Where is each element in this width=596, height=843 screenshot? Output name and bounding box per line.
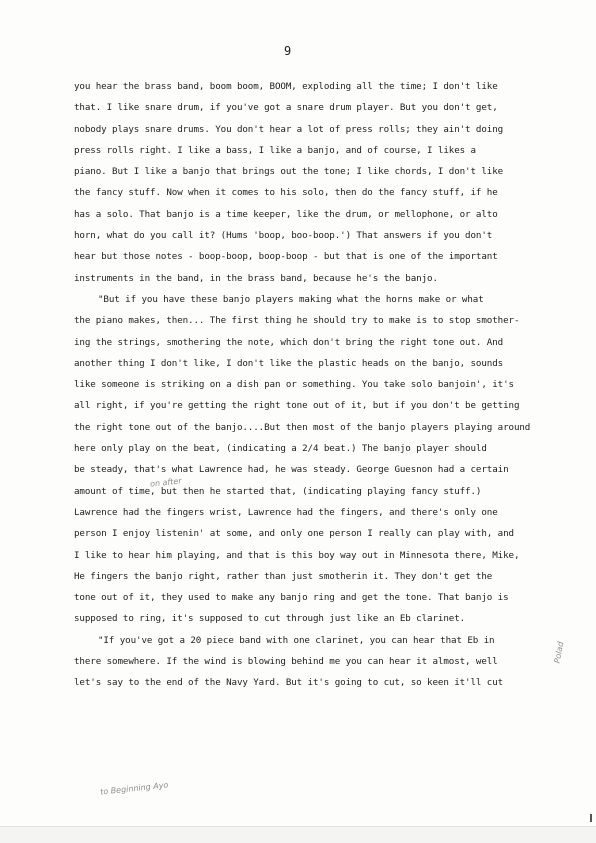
transcript-body (74, 76, 574, 694)
text-line: horn, what do you call it? (Hums 'boop, boo-boop.') That answers if you don't (74, 230, 493, 242)
text-line: be steady, that's what Lawrence had, he was steady. George Guesnon had a certain (74, 464, 509, 476)
text-line: He fingers the banjo right, rather than just smotherin it. They don't get the (74, 570, 493, 582)
handwritten-annotation: to Beginning Ayo (99, 780, 169, 797)
text-line: here only play on the beat, (indicating a 2/4 beat.) The banjo player should (74, 443, 487, 455)
text-line: the right tone out of the banjo....But then most of the banjo players playing around (74, 421, 531, 433)
text-line: let's say to the end of the Navy Yard. But it's going to cut, so keen it'll cut (74, 677, 504, 689)
text-line: the fancy stuff. Now when it comes to his solo, then do the fancy stuff, if he (74, 187, 498, 199)
text-line: another thing I don't like, I don't like the plastic heads on the banjo, sounds (74, 357, 504, 369)
text-line: that. I like snare drum, if you've got a snare drum player. But you don't get, (74, 102, 498, 114)
text-line: instruments in the band, in the brass band, because he's the banjo. (74, 272, 438, 284)
handwritten-annotation: Polad (552, 640, 566, 665)
page-number: 9 (284, 44, 292, 58)
paragraph-first-line: "If you've got a 20 piece band with one clarinet, you can hear that Eb in (98, 634, 495, 646)
text-line: you hear the brass band, boom boom, BOOM, exploding all the time; I don't like (74, 81, 498, 92)
text-line: I like to hear him playing, and that is this boy way out in Minnesota there, Mike, (74, 549, 520, 561)
scan-border (0, 826, 596, 843)
handwritten-annotation: on after (149, 476, 182, 489)
text-line: all right, if you're getting the right tone out of it, but if you don't be getting (74, 400, 520, 412)
text-line: Lawrence had the fingers wrist, Lawrence had the fingers, and there's only one (74, 506, 498, 518)
text-line: hear but those notes - boop-boop, boop-boop - but that is one of the important (74, 251, 498, 263)
text-line: piano. But I like a banjo that brings out the tone; I like chords, I don't like (74, 166, 504, 178)
text-line: nobody plays snare drums. You don't hear a lot of press rolls; they ain't doing (74, 123, 504, 135)
text-line: like someone is striking on a dish pan or something. You take solo banjoin', it's (74, 379, 514, 391)
text-line: ing the strings, smothering the note, which don't bring the right tone out. And (74, 336, 504, 348)
text-line: press rolls right. I like a bass, I like a banjo, and of course, I likes a (74, 144, 476, 156)
text-line: tone out of it, they used to make any banjo ring and get the tone. That banjo is (74, 592, 509, 604)
text-line: there somewhere. If the wind is blowing behind me you can hear it almost, well (74, 656, 498, 668)
text-line: has a solo. That banjo is a time keeper, like the drum, or mellophone, or alto (74, 208, 498, 220)
text-line: amount of time, but then he started that, (indicating playing fancy stuff.) (74, 485, 482, 497)
text-line: supposed to ring, it's supposed to cut through just like an Eb clarinet. (74, 613, 466, 625)
text-line: the piano makes, then... The first thing he should try to make is to stop smother- (74, 315, 520, 327)
paragraph-first-line: "But if you have these banjo players making what the horns make or what (98, 293, 484, 305)
scan-mark (590, 814, 592, 822)
text-line: person I enjoy listenin' at some, and only one person I really can play with, and (74, 528, 514, 540)
